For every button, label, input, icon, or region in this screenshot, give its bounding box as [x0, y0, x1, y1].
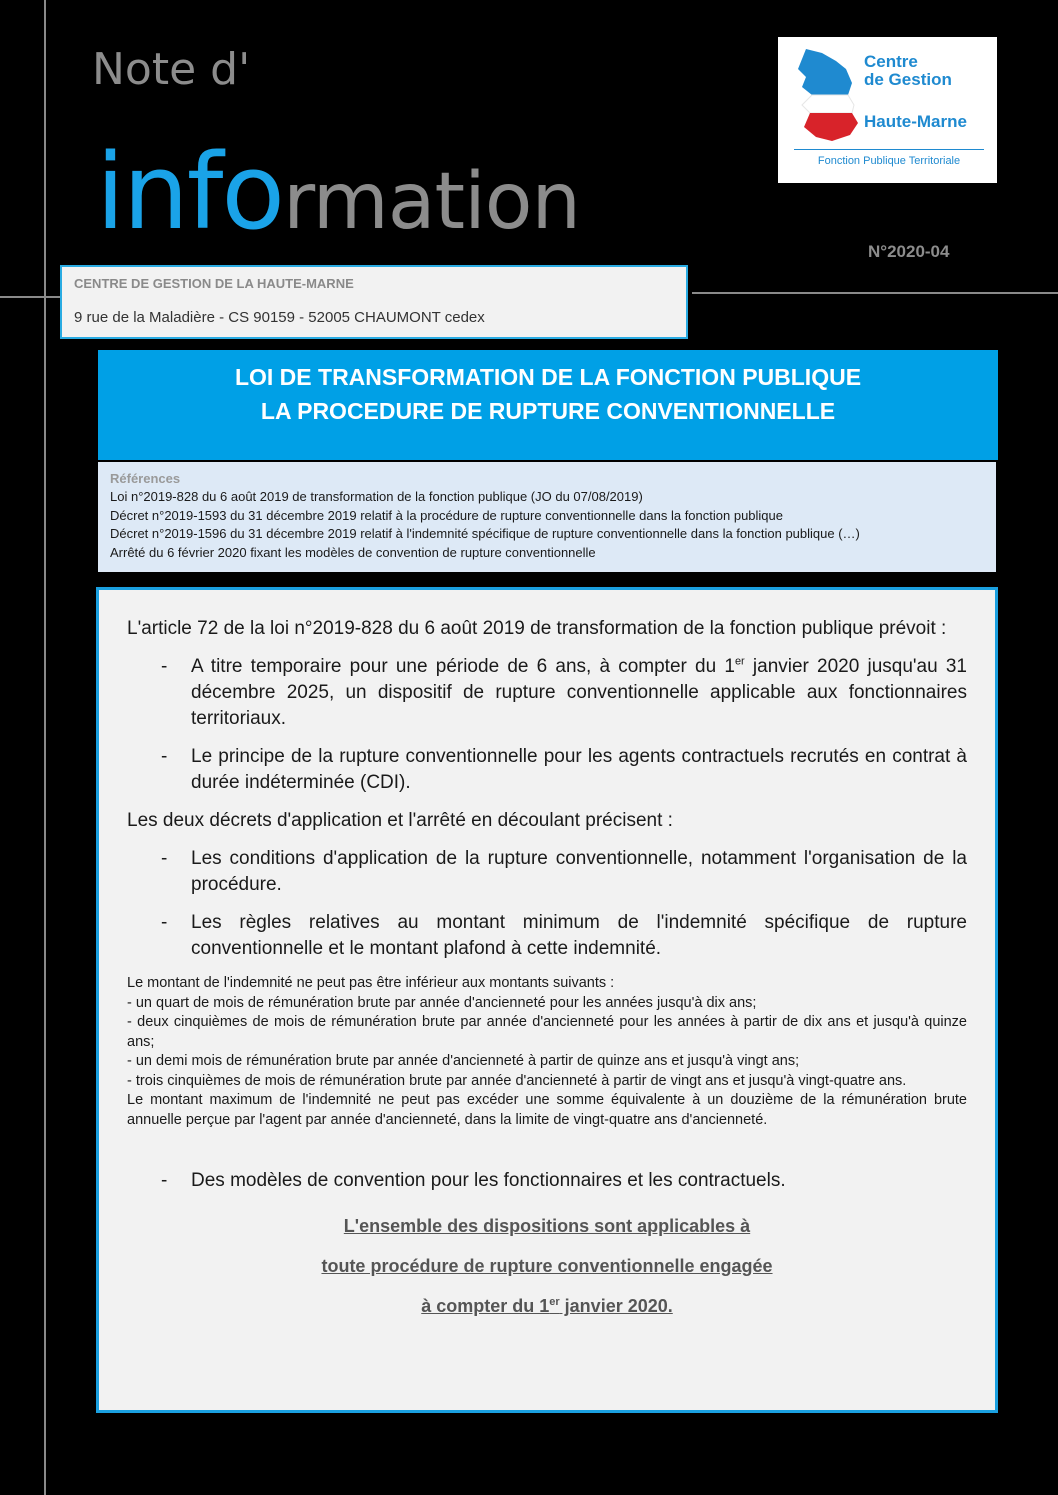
- main-content: [127, 616, 967, 1326]
- amounts-line: Le montant maximum de l'indemnité ne peut pas excéder une somme équivalente à un douzième de la rémunération brute annuelle perçue par l'agent par année d'ancienneté, dans la limite de vingt-quatre ans d'ancienneté.: [127, 1092, 967, 1128]
- amounts-block: [127, 974, 967, 1130]
- amounts-line: - trois cinquièmes de mois de rémunération brute par année d'ancienneté à partir de vingt ans et jusqu'à vingt-quatre ans.: [127, 1072, 907, 1089]
- note-label: Note d': [92, 44, 251, 95]
- list-item: [127, 744, 967, 796]
- cdg-logo: [778, 37, 997, 183]
- dash-bullet-icon: -: [161, 746, 168, 767]
- dash-bullet-icon: -: [161, 656, 168, 677]
- bullet-text: Le principe de la rupture conventionnelle pour les agents contractuels recrutés en contrat à durée indéterminée (CDI).: [191, 746, 967, 793]
- list-item: [127, 910, 967, 962]
- list-item: [127, 1168, 967, 1194]
- banner-title-2: LA PROCEDURE DE RUPTURE CONVENTIONNELLE: [260, 398, 836, 424]
- list-item: [127, 654, 967, 732]
- list-item: [127, 846, 967, 898]
- closing-line-2: toute procédure de rupture conventionnelle engagée: [321, 1256, 773, 1276]
- bullet-text-start: A titre temporaire pour une période de 6 ans, à compter du 1: [191, 656, 735, 677]
- banner-title-1: LOI DE TRANSFORMATION DE LA FONCTION PUBLIQUE: [234, 364, 862, 390]
- dash-bullet-icon: -: [161, 848, 168, 869]
- reference-item: Loi n°2019-828 du 6 août 2019 de transformation de la fonction publique (JO du 07/08/2019): [110, 489, 643, 504]
- masthead-title-grey: rmation: [283, 157, 580, 247]
- decrees-intro: Les deux décrets d'application et l'arrêté en découlant précisent :: [127, 810, 673, 831]
- bullet-text: Des modèles de convention pour les fonctionnaires et les contractuels.: [191, 1170, 786, 1191]
- bullet-text: Les conditions d'application de la rupture conventionnelle, notamment l'organisation de la procédure.: [191, 848, 967, 895]
- bullet-text: Les règles relatives au montant minimum de l'indemnité spécifique de rupture conventionnelle et le montant plafond à cette indemnité.: [191, 912, 967, 959]
- logo-line-department: Haute-Marne: [864, 112, 967, 131]
- logo-tagline: Fonction Publique Territoriale: [817, 155, 961, 167]
- closing-line-1: L'ensemble des dispositions sont applicables à: [343, 1216, 751, 1236]
- amounts-line: Le montant de l'indemnité ne peut pas être inférieur aux montants suivants :: [127, 975, 615, 991]
- intro-paragraph: L'article 72 de la loi n°2019-828 du 6 août 2019 de transformation de la fonction publique prévoit :: [127, 618, 947, 639]
- masthead-title-blue: info: [96, 131, 284, 253]
- main-content-box: [96, 587, 998, 1413]
- logo-line-centre: Centre: [864, 52, 918, 71]
- closing-line-3: [127, 1286, 967, 1326]
- right-horizontal-rule: [692, 292, 1058, 294]
- closing-text-start: à compter du 1: [421, 1296, 550, 1316]
- amounts-line: - un quart de mois de rémunération brute par année d'ancienneté pour les années jusqu'à dix ans;: [127, 994, 757, 1011]
- title-banner: [98, 350, 998, 460]
- address-org: CENTRE DE GESTION DE LA HAUTE-MARNE: [74, 276, 354, 291]
- address-box: [60, 265, 688, 339]
- address-line: 9 rue de la Maladière - CS 90159 - 52005 CHAUMONT cedex: [74, 309, 485, 326]
- left-vertical-rule: [44, 0, 46, 1495]
- haute-marne-map-icon: [792, 47, 864, 143]
- amounts-line: - un demi mois de rémunération brute par année d'ancienneté à partir de quinze ans et jusqu'à vingt ans;: [127, 1053, 800, 1069]
- note-number: N°2020-04: [868, 242, 950, 261]
- amounts-line: - deux cinquièmes de mois de rémunération brute par année d'ancienneté pour les années à partir de dix ans et jusqu'à quinze ans;: [127, 1014, 967, 1050]
- closing-text-end: janvier 2020.: [559, 1296, 673, 1316]
- reference-item: Décret n°2019-1596 du 31 décembre 2019 relatif à l'indemnité spécifique de rupture conventionnelle dans la fonction publique (…): [110, 526, 860, 541]
- references-heading: Références: [110, 471, 181, 486]
- ordinal-sup: er: [734, 655, 745, 668]
- references-box: [98, 462, 996, 572]
- bullet-text-end: janvier 2020 jusqu'au 31 décembre 2025, un dispositif de rupture conventionnelle applicable aux fonctionnaires territoriaux.: [191, 656, 968, 729]
- ordinal-sup: er: [549, 1296, 560, 1308]
- logo-divider: [794, 149, 984, 150]
- left-horizontal-rule: [0, 296, 60, 298]
- reference-item: Arrêté du 6 février 2020 fixant les modèles de convention de rupture conventionnelle: [110, 544, 596, 560]
- reference-item: Décret n°2019-1593 du 31 décembre 2019 relatif à la procédure de rupture conventionnelle dans la fonction publique: [110, 507, 783, 523]
- logo-line-gestion: de Gestion: [864, 70, 952, 89]
- dash-bullet-icon: -: [161, 912, 168, 933]
- masthead-title: [96, 131, 580, 253]
- dash-bullet-icon: -: [161, 1170, 168, 1191]
